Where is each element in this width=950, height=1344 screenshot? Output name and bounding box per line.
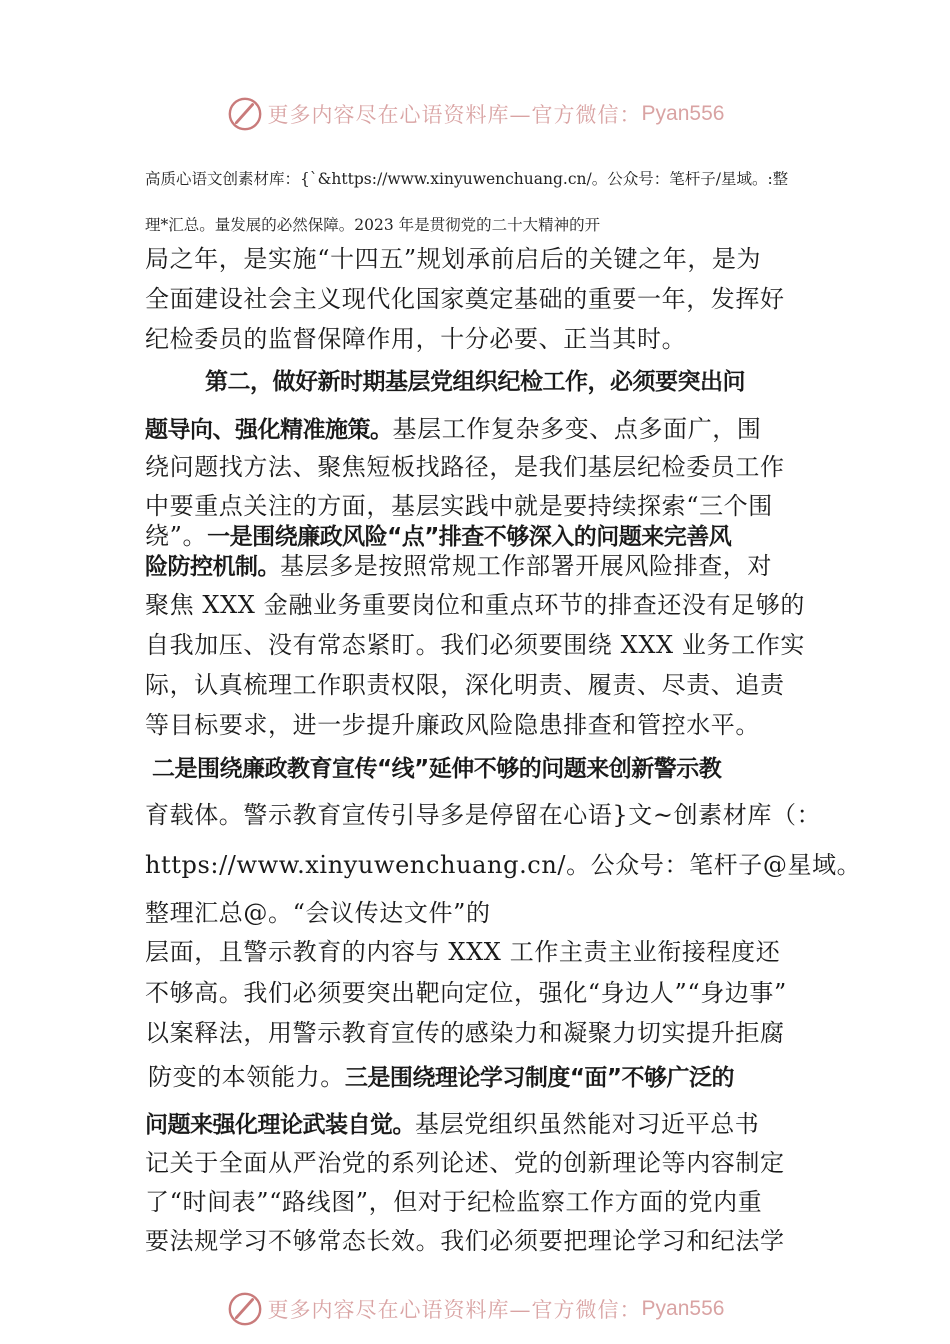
- body-line: 自我加压、没有常态紧盯。我们必须要围绕 XXX 业务工作实: [145, 631, 805, 659]
- brush-logo-icon: [226, 1290, 264, 1328]
- body-line: 层面，且警示教育的内容与 XXX 工作主责主业衔接程度还: [145, 938, 781, 966]
- body-line: 纪检委员的监督保障作用，十分必要、正当其时。: [145, 325, 687, 353]
- body-line: 整理汇总@。“会议传达文件”的: [145, 899, 491, 927]
- body-line: 局之年，是实施“十四五”规划承前启后的关键之年，是为: [145, 245, 762, 273]
- body-line: 聚焦 XXX 金融业务重要岗位和重点环节的排查还没有足够的: [145, 591, 805, 619]
- body-line: 不够高。我们必须要突出靶向定位，强化“身边人”“身边事”: [145, 979, 787, 1007]
- section-heading: 第二，做好新时期基层党组织纪检工作，必须要突出问: [205, 369, 745, 395]
- body-text: 基层多是按照常规工作部署开展风险排查，对: [280, 552, 772, 580]
- body-line: 记关于全面从严治党的系列论述、党的创新理论等内容制定: [145, 1149, 785, 1177]
- body-line: [145, 414, 762, 445]
- brush-logo-icon: [226, 95, 264, 133]
- body-line: [148, 1062, 734, 1093]
- body-line: 中要重点关注的方面，基层实践中就是要持续探索“三个围: [145, 492, 773, 520]
- body-line: 全面建设社会主义现代化国家奠定基础的重要一年，发挥好: [145, 285, 785, 313]
- bold-text: 一是围绕廉政风险“点”排查不够深入的问题来完善风: [207, 524, 732, 550]
- body-line: [145, 1109, 759, 1140]
- body-text: 基层党组织虽然能对习近平总书: [415, 1110, 760, 1138]
- body-line: 育载体。警示教育宣传引导多是停留在心语}文~创素材库（：: [145, 801, 822, 829]
- body-line: 际，认真梳理工作职责权限，深化明责、履责、尽责、追责: [145, 671, 785, 699]
- body-line: 绕问题找方法、聚焦短板找路径，是我们基层纪检委员工作: [145, 453, 785, 481]
- body-text: 防变的本领能力。: [148, 1063, 345, 1091]
- body-text: 基层工作复杂多变、点多面广，围: [392, 415, 762, 443]
- watermark-id: Pyan556: [641, 1297, 725, 1320]
- body-line: 等目标要求，进一步提升廉政风险隐患排查和管控水平。: [145, 711, 760, 739]
- watermark-id: Pyan556: [641, 102, 725, 125]
- body-line: 了“时间表”“路线图”，但对于纪检监察工作方面的党内重: [145, 1188, 763, 1216]
- bold-text: 问题来强化理论武装自觉。: [145, 1112, 415, 1138]
- body-line: https://www.xinyuwenchuang.cn/。公众号：笔杆子@星域。: [145, 851, 862, 879]
- header-line-1: 高质心语文创素材库：{`&https://www.xinyuwenchuang.cn/。公众号：笔杆子/星域。:整: [145, 170, 789, 188]
- watermark-text: 更多内容尽在心语资料库—官方微信：: [267, 103, 642, 127]
- watermark-bottom: [0, 1287, 950, 1331]
- body-text: 绕”。: [145, 522, 208, 550]
- bold-text: 险防控机制。: [145, 554, 280, 580]
- bold-text: 三是围绕理论学习制度“面”不够广泛的: [344, 1065, 735, 1091]
- header-line-2: 理*汇总。量发展的必然保障。2023 年是贯彻党的二十大精神的开: [145, 216, 601, 234]
- bold-text: 题导向、强化精准施策。: [145, 417, 393, 443]
- watermark-text: 更多内容尽在心语资料库—官方微信：: [267, 1298, 642, 1322]
- body-line: 要法规学习不够常态长效。我们必须要把理论学习和纪法学: [145, 1227, 785, 1255]
- body-line: [145, 551, 772, 582]
- body-line: 以案释法，用警示教育宣传的感染力和凝聚力切实提升拒腐: [145, 1019, 785, 1047]
- section-heading: 二是围绕廉政教育宣传“线”延伸不够的问题来创新警示教: [152, 756, 722, 782]
- body-line: [145, 521, 731, 552]
- watermark-top: [0, 92, 950, 136]
